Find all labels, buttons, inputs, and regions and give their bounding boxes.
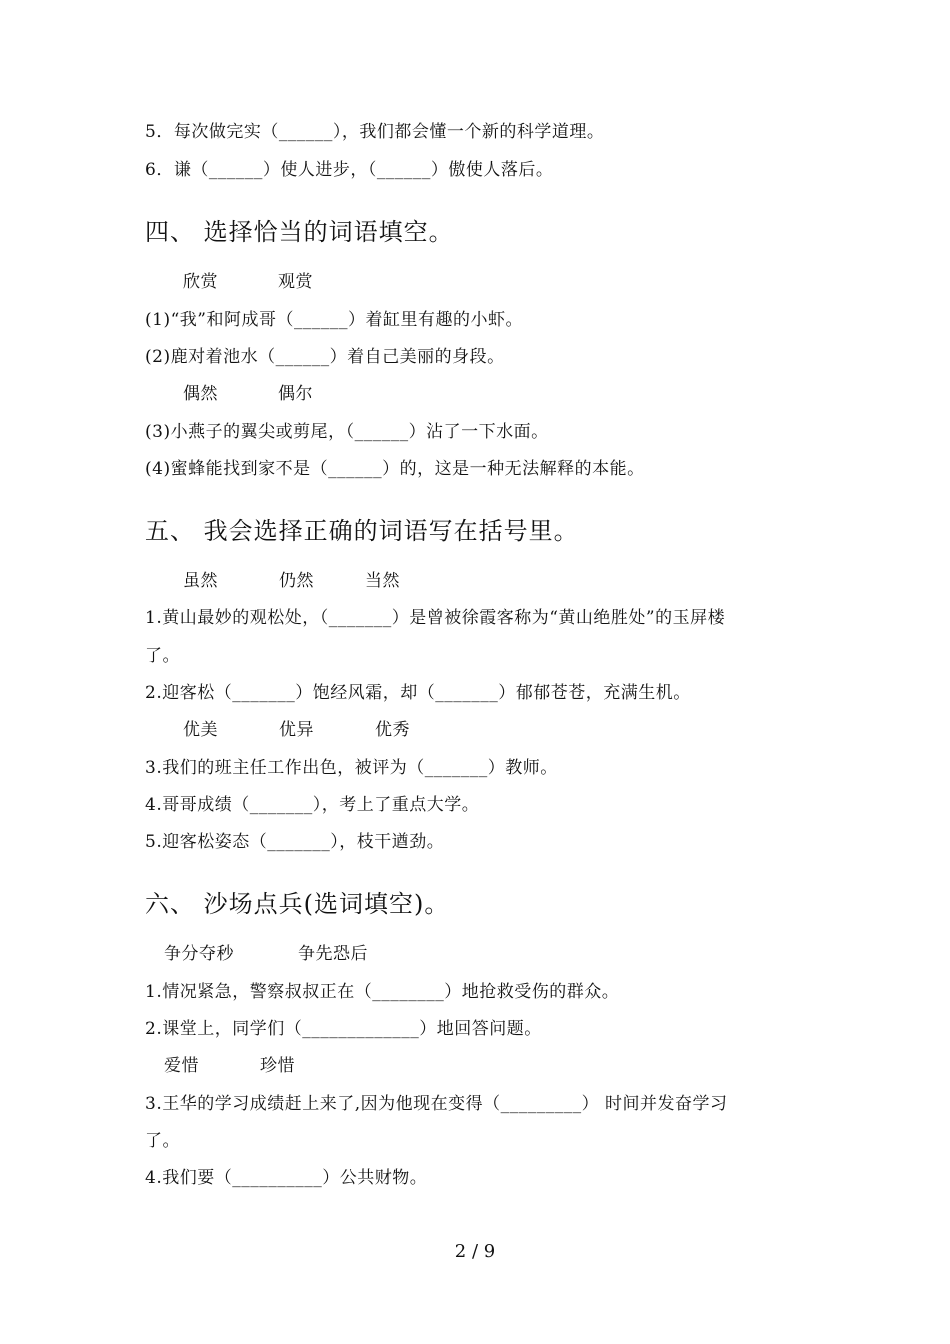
sec5-question-2: 2.迎客松（_______）饱经风霜，却（_______）郁郁苍苍，充满生机。	[145, 683, 691, 703]
sec5-question-4: 4.哥哥成绩（_______），考上了重点大学。	[145, 795, 480, 815]
sec4-question-2: (2)鹿对着池水（______）着自己美丽的身段。	[145, 347, 505, 367]
sec6-question-1: 1.情况紧急，警察叔叔正在（________）地抢救受伤的群众。	[145, 982, 620, 1002]
word-option: 优秀	[375, 720, 410, 740]
word-option: 争分夺秒	[164, 944, 234, 964]
word-option: 仍然	[279, 571, 314, 591]
sec6-question-2: 2.课堂上，同学们（_____________）地回答问题。	[145, 1019, 542, 1039]
word-option: 偶然	[183, 384, 218, 404]
sec6-word-group-1	[164, 942, 368, 966]
sec6-word-group-2	[164, 1054, 295, 1078]
word-option: 欣赏	[183, 272, 218, 292]
sec4-word-group-1	[183, 270, 313, 294]
sec6-question-4: 4.我们要（__________）公共财物。	[145, 1168, 428, 1188]
word-option: 优美	[183, 720, 218, 740]
section-4-heading: 四、 选择恰当的词语填空。	[145, 218, 454, 246]
sec5-question-3: 3.我们的班主任工作出色，被评为（_______）教师。	[145, 758, 558, 778]
sec3-question-5: 5．每次做完实（______），我们都会懂一个新的科学道理。	[145, 122, 605, 142]
sec4-question-3: (3)小燕子的翼尖或剪尾，（______）沾了一下水面。	[145, 422, 549, 442]
sec5-question-1-cont: 了。	[145, 646, 180, 666]
word-option: 当然	[365, 571, 400, 591]
word-option: 争先恐后	[298, 944, 368, 964]
word-option: 优异	[279, 720, 314, 740]
sec4-question-1: (1)“我”和阿成哥（______）着缸里有趣的小虾。	[145, 310, 523, 330]
section-5-heading: 五、 我会选择正确的词语写在括号里。	[145, 517, 579, 545]
word-option: 珍惜	[260, 1056, 295, 1076]
word-option: 观赏	[278, 272, 313, 292]
sec5-question-5: 5.迎客松姿态（_______），枝干遒劲。	[145, 832, 445, 852]
section-6-heading: 六、 沙场点兵(选词填空)。	[145, 890, 450, 918]
sec5-question-1: 1.黄山最妙的观松处，（_______）是曾被徐霞客称为“黄山绝胜处”的玉屏楼	[145, 608, 726, 628]
sec5-word-group-2	[183, 718, 410, 742]
word-option: 偶尔	[278, 384, 313, 404]
sec5-word-group-1	[183, 569, 400, 593]
word-option: 虽然	[183, 571, 218, 591]
sec4-word-group-2	[183, 382, 313, 406]
word-option: 爱惜	[164, 1056, 199, 1076]
sec3-question-6: 6．谦（______）使人进步，（______）傲使人落后。	[145, 160, 554, 180]
page-number: 2 / 9	[454, 1241, 496, 1262]
sec4-question-4: (4)蜜蜂能找到家不是（______）的，这是一种无法解释的本能。	[145, 459, 645, 479]
sec6-question-3: 3.王华的学习成绩赶上来了,因为他现在变得（_________） 时间并发奋学习	[145, 1094, 728, 1114]
sec6-question-3-cont: 了。	[145, 1131, 180, 1151]
